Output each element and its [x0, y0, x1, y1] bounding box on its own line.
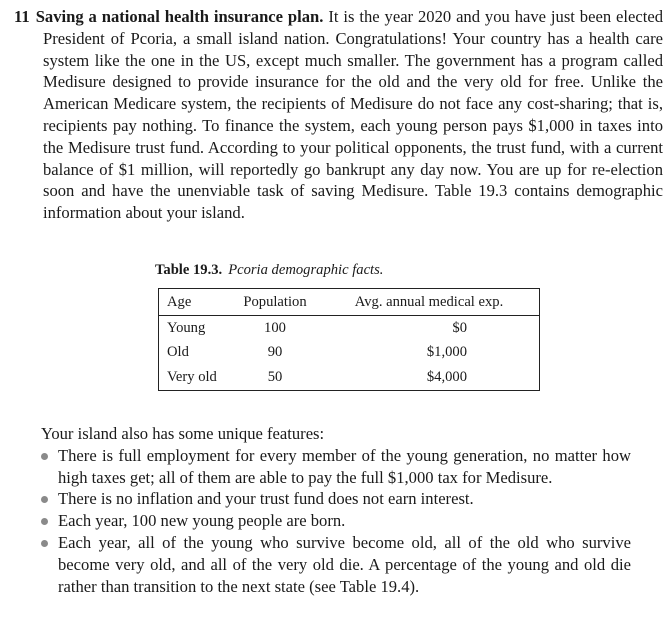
bullet-icon [41, 518, 48, 525]
bullet-icon [41, 453, 48, 460]
problem-title: Saving a national health insurance plan. [35, 7, 324, 26]
table-caption [155, 262, 540, 279]
cell-age: Old [167, 344, 189, 361]
bullet-icon [41, 496, 48, 503]
header-age: Age [159, 289, 232, 316]
unique-features [41, 423, 631, 597]
features-intro: Your island also has some unique features: [41, 424, 325, 443]
list-item-text: Each year, 100 new young people are born. [58, 511, 346, 531]
cell-population: 100 [264, 319, 286, 336]
problem-11 [14, 6, 663, 224]
problem-body: It is the year 2020 and you have just been elected President of Pcoria, a small island nation. Congratulations! Your country has a health care system like the one in the US, except much smaller. The government has a program called Medisure designed to provide insurance for the old and the very old for free. Unlike the American Medicare system, the recipients of Medisure do not face any cost-sharing; that is, recipients pay nothing. To finance the system, each young person pays $1,000 in taxes into the Medisure trust fund. According to your political opponents, the trust fund, with a current balance of $1 million, will reportedly go bankrupt any day now. You are up for re-election soon and have the unenviable task of saving Medisure. Table 19.3 contains demographic information about your island. [43, 7, 664, 223]
demographic-table-block [155, 262, 540, 391]
list-item-text: There is full employment for every member of the young generation, no matter how high taxes get; all of them are able to pay the full $1,000 tax for Medisure. [58, 445, 631, 487]
cell-population: 90 [267, 344, 283, 361]
cell-population: 50 [267, 368, 283, 385]
bullet-icon [41, 540, 48, 547]
problem-number: 11 [14, 7, 30, 26]
demographic-table [158, 288, 540, 391]
list-item [41, 510, 631, 532]
table-row [159, 365, 540, 390]
list-item-text: Each year, all of the young who survive become old, all of the old who survive become very old, and all of the very old die. A percentage of the young and old die rather than transition to the next state (see Table 19.4). [58, 532, 631, 596]
cell-medical-exp: $0 [452, 319, 467, 336]
list-item-text: There is no inflation and your trust fund does not earn interest. [58, 489, 474, 509]
list-item [41, 532, 631, 597]
cell-medical-exp: $1,000 [426, 344, 467, 361]
list-item [41, 488, 631, 510]
features-list [41, 445, 631, 598]
table-row [159, 341, 540, 366]
table-header-row [159, 289, 540, 316]
table-row [159, 316, 540, 341]
table-caption-text: Pcoria demographic facts. [228, 262, 384, 278]
cell-age: Very old [167, 368, 217, 385]
table-label: Table 19.3. [155, 262, 223, 278]
header-population: Population [231, 289, 319, 316]
cell-medical-exp: $4,000 [426, 368, 467, 385]
header-medical-exp: Avg. annual medical exp. [319, 289, 540, 316]
list-item [41, 445, 631, 489]
cell-age: Young [167, 319, 206, 336]
